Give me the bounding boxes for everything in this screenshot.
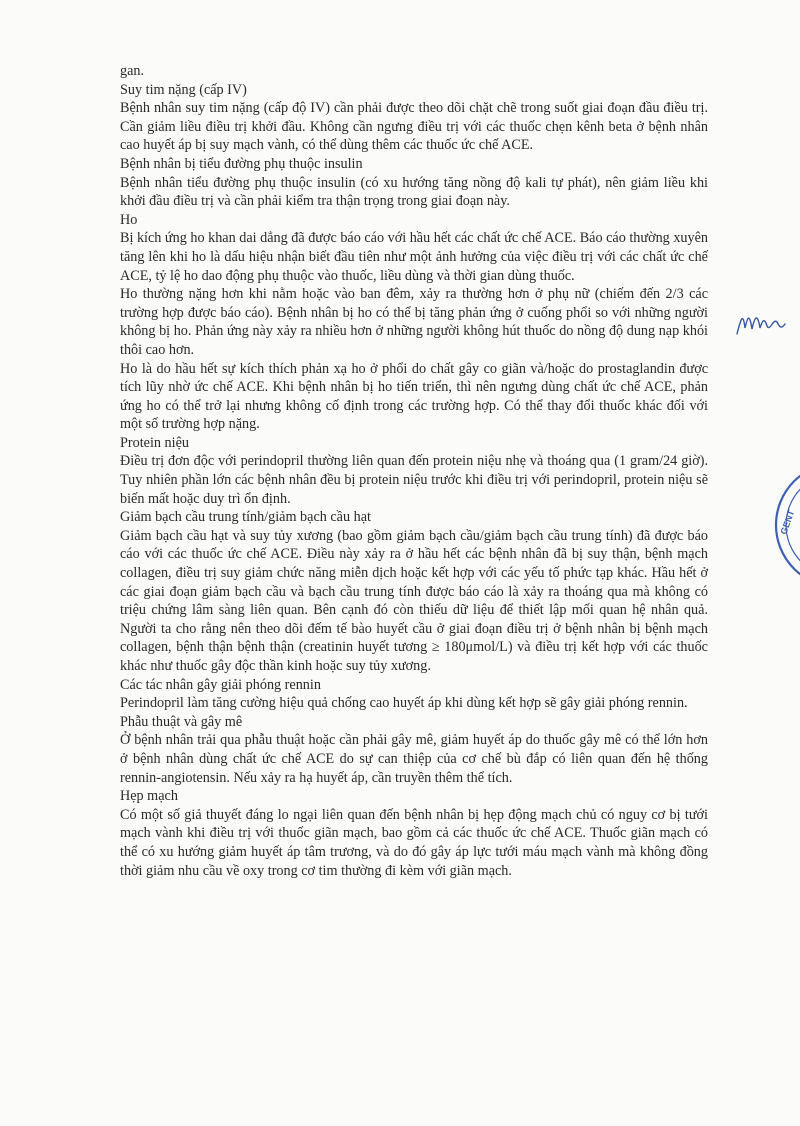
paragraph: Ho là do hầu hết sự kích thích phản xạ ho ở phổi do chất gây co giãn và/hoặc do prostaglandin được tích lũy nhờ ức chế ACE. Khi bệnh nhân bị ho tiến triển, thì nên ngưng dùng chất ức chế ACE, phản ứng ho có thể trở lại nhưng không cố định trong các trường hợp. Có thể thay đổi thuốc khác đối với một số trường hợp nặng. <box>120 360 708 433</box>
paragraph: Bệnh nhân suy tim nặng (cấp độ IV) cần phải được theo dõi chặt chẽ trong suốt giai đoạn đầu điều trị. Cần giảm liều điều trị khởi đầu. Không cần ngưng điều trị với các thuốc chẹn kênh beta ở bệnh nhân cao huyết áp bị suy mạch vành, có thể dùng thêm các thuốc ức chế ACE. <box>120 100 708 154</box>
section-heading: Protein niệu <box>120 434 189 451</box>
paragraph: Điều trị đơn độc với perindopril thường liên quan đến protein niệu nhẹ và thoáng qua (1 gram/24 giờ). Tuy nhiên phần lớn các bệnh nhân đều bị protein niệu trước khi điều trị với perindopril, protein niệu sẽ biến mất hoặc duy trì ổn định. <box>120 453 708 507</box>
paragraph: Ở bệnh nhân trải qua phẫu thuật hoặc cần phải gây mê, giảm huyết áp do thuốc gây mê có thể lớn hơn ở bệnh nhân dùng chất ức chế ACE do sự can thiệp của cơ chế bù đắp có liên quan đến hệ thống rennin-angiotensin. Nếu xảy ra hạ huyết áp, cần truyền thêm thể tích. <box>120 732 708 786</box>
handwritten-signature <box>733 298 793 346</box>
section-heading: Hẹp mạch <box>120 788 178 805</box>
section-heading: Phẫu thuật và gây mê <box>120 713 243 730</box>
paragraph: Có một số giả thuyết đáng lo ngại liên quan đến bệnh nhân bị hẹp động mạch chủ có nguy cơ bị tưới mạch vành khi điều trị với thuốc giãn mạch, bao gồm cả các thuốc ức chế ACE. Thuốc giãn mạch có thể có xu hướng giảm huyết áp tâm trương, và do đó gây áp lực tưới máu mạch vành mà không đồng thời giảm nhu cầu về oxy trong cơ tim thường đi kèm với giãn mạch. <box>120 806 708 879</box>
paragraph: Bị kích ứng ho khan dai dẳng đã được báo cáo với hầu hết các chất ức chế ACE. Báo cáo thường xuyên tăng lên khi ho là dấu hiệu nhận biết đầu tiên như một ảnh hưởng của việc điều trị với các chất ức chế ACE, tỷ lệ ho dao động phụ thuộc vào thuốc, liều dùng và thời gian dùng thuốc. <box>120 230 708 284</box>
stamp-seal <box>768 455 800 595</box>
svg-text:GENT: GENT <box>778 508 797 536</box>
paragraph: Giảm bạch cầu hạt và suy tủy xương (bao gồm giảm bạch cầu/giảm bạch cầu trung tính) đã được báo cáo với các thuốc ức chế ACE. Điều này xảy ra ở hầu hết các bệnh nhân đã bị suy thận, bệnh mạch collagen, điều trị suy giảm chức năng miễn dịch hoặc kết hợp với các yếu tố phức tạp khác. Hầu hết ở các giai đoạn giảm bạch cầu và bạch cầu trung tính được báo cáo là xảy ra thoáng qua mà không có triệu chứng lâm sàng liên quan. Bên cạnh đó còn thiếu dữ liệu để thiết lập mối quan hệ nhân quả. Người ta cho rằng nên theo dõi đếm tế bào huyết cầu ở giai đoạn điều trị ở bệnh nhân bị bệnh mạch collagen, bệnh thận bệnh thận (creatinin huyết tương ≥ 180μmol/L) và điều trị kết hợp với các thuốc khác như thuốc gây độc thần kinh hoặc suy tủy xương. <box>120 527 708 674</box>
section-heading: Các tác nhân gây giải phóng rennin <box>120 676 321 693</box>
paragraph: Bệnh nhân tiểu đường phụ thuộc insulin (có xu hướng tăng nồng độ kali tự phát), nên giảm liều khi khởi đầu điều trị và cần phải kiểm tra thận trọng trong giai đoạn này. <box>120 174 708 210</box>
section-heading: Bệnh nhân bị tiểu đường phụ thuộc insulin <box>120 155 363 172</box>
section-heading: Ho <box>120 211 138 228</box>
paragraph: gan. <box>120 63 145 79</box>
section-heading: Giảm bạch cầu trung tính/giảm bạch cầu hạt <box>120 509 371 526</box>
paragraph: Ho thường nặng hơn khi nằm hoặc vào ban đêm, xảy ra thường hơn ở phụ nữ (chiếm đến 2/3 các trường hợp được báo cáo). Bệnh nhân bị ho có thể bị tăng phản ứng ở cuống phổi so với những người không bị ho. Phản ứng này xảy ra nhiều hơn ở những người không hút thuốc do nồng độ dung nạp khói thôi cao hơn. <box>120 286 708 358</box>
page-text-body <box>120 62 708 880</box>
section-heading: Suy tim nặng (cấp IV) <box>120 81 247 98</box>
paragraph: Perindopril làm tăng cường hiệu quả chống cao huyết áp khi dùng kết hợp sẽ gây giải phóng rennin. <box>120 695 688 712</box>
